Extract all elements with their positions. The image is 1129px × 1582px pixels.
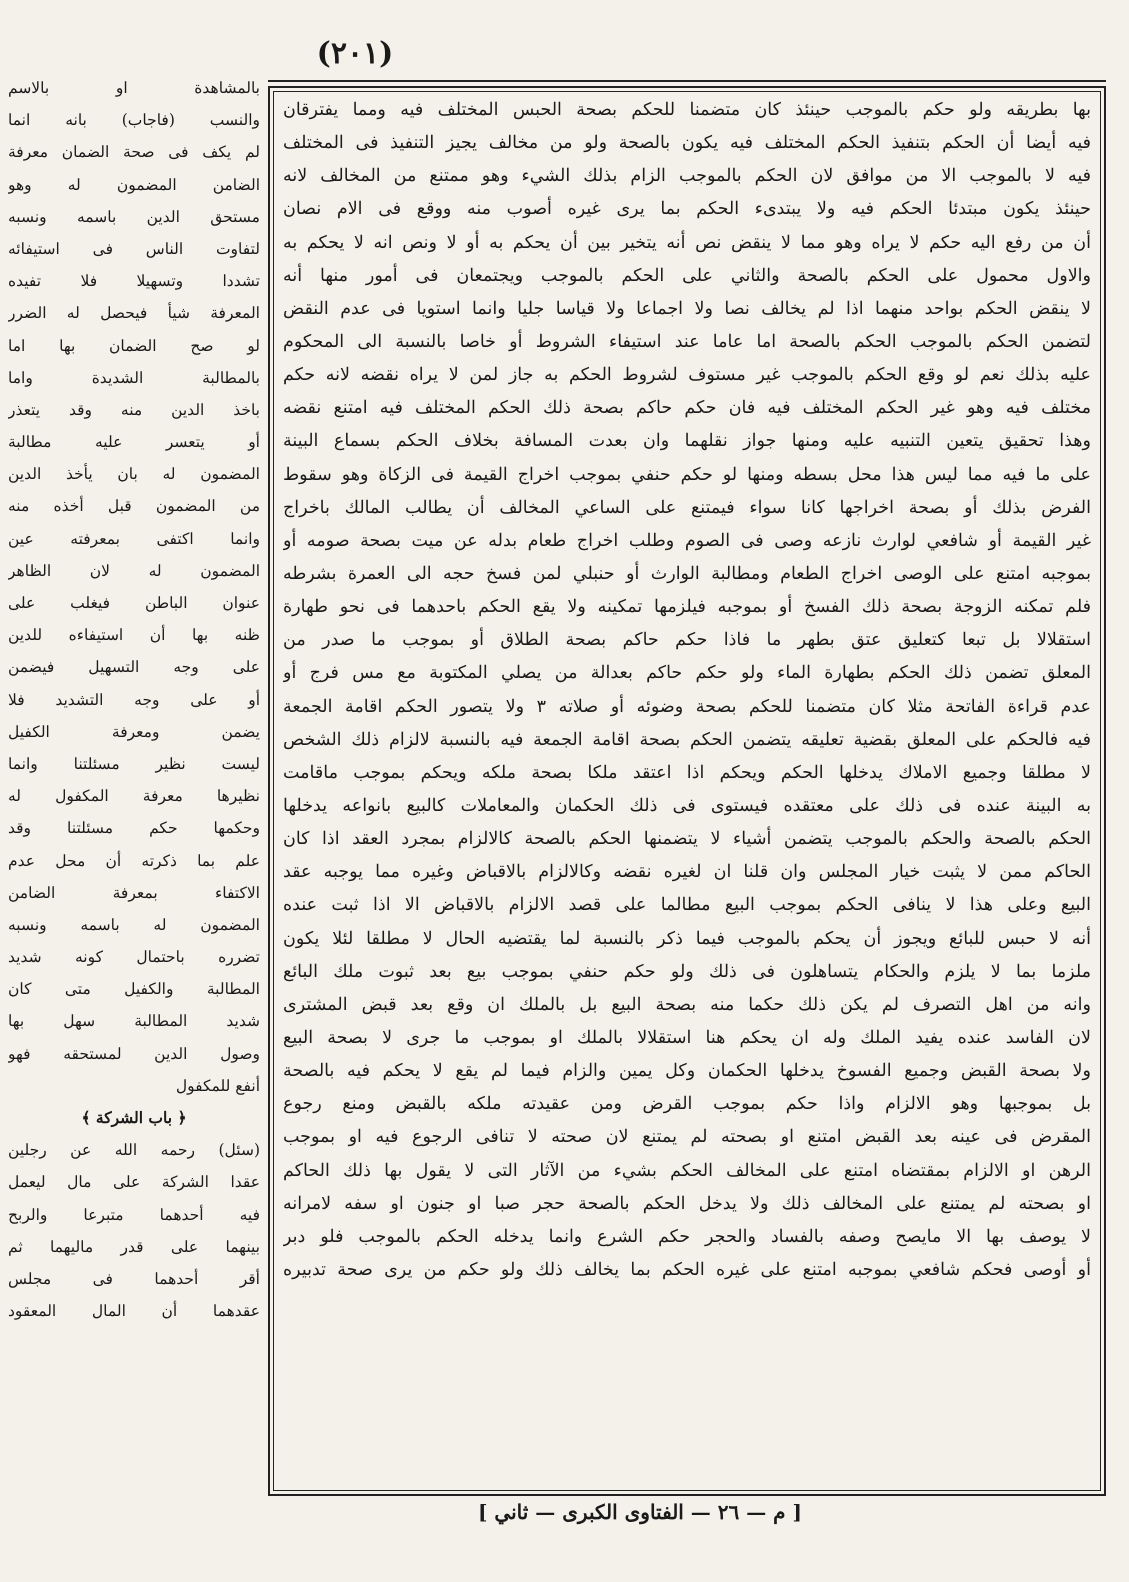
margin-text-line: مستحق الدين باسمه ونسبه [8,207,260,226]
main-text-line: بموجبه امتنع على الوصى اخراج الطعام ومطالبة الوارث أو حنبلي لمن فسخ حجه الى العمرة بشرطه [283,563,1091,584]
margin-text-line: المضمون له لان الظاهر [8,561,260,580]
main-text-line: الرهن او الالزام بمقتضاه امتنع على المخالف الحكم بشيء من الآثار التى لا يقول بها ذلك الحاكم [283,1160,1091,1181]
margin-text-line: وصول الدين لمستحقه فهو [8,1044,260,1063]
margin-text-line: شديد المطالبة سهل بها [8,1012,260,1031]
main-text-line: أن من رفع اليه حكم لا يراه وهو مما لا ينقض نص أنه يتخير بين أن يحكم به أو لا ونص انه لا يحكم به [283,232,1091,253]
margin-text-line: لو صح الضمان بها اما [8,336,260,355]
margin-text-line: بالمطالبة الشديدة واما [8,368,260,387]
main-text-line: على ما فيه مما ليس هذا محل بسطه ومنها لو حكم حنفي بموجب اخراج القيمة فى الزكاة وهو سقوط [283,464,1091,485]
main-text-line: ملزما بما لا يلزم والحكام يتساهلون فى ذلك ولو حكم حنفي بموجب بيع بعد ثبوت ملك البائع [283,961,1091,982]
main-text-line: وهذا تحقيق يتعين التنبيه عليه ومنها جواز نقلهما وان بعدت المسافة بخلاف الحكم بسماع البينة [283,431,1091,452]
main-text-line: غير القيمة أو شافعي لوارث نازعه وصى فى الصوم وطلب اخراج طعام بدله عن ميت بصحة صومه أو [283,530,1091,551]
main-text-line: عدم قراءة الفاتحة مثلا كان متضمنا للحكم بصحة وضوئه أو صلاته ٣ ولا يتصور الحكم اقامة الجمعة [283,696,1091,717]
margin-text-line: أقر أحدهما فى مجلس [8,1269,260,1288]
margin-text-line: على وجه التسهيل فيضمن [8,658,260,677]
margin-text-line: لتفاوت الناس فى استيفائه [8,239,260,258]
main-text-line: فيه فالحكم على المعلق بقضية تعليقه يتضمن الحكم بصحة اقامة الجمعة فيه بالنسبة لالزام ذلك الشخص [283,729,1091,750]
main-text-line: المقرض فى عينه بعد القبض امتنع او بصحته لم يمتنع لان صحته لا تنافى الرجوع فيه او بموجب [283,1127,1091,1148]
margin-text-line: يضمن ومعرفة الكفيل [8,722,260,741]
margin-text-line: المعرفة شيأ فيحصل له الضرر [8,304,260,323]
main-text-line: أو أوصى فحكم شافعي بموجبه امتنع على غيره الحكم بما يخالف ذلك ولو حكم من يرى صحة تدبيره [283,1259,1091,1280]
main-text-line: المعلق تضمن ذلك الحكم بطهارة الماء ولو حكم حاكم بعدالة من يصلي المكتوبة مع مس فرج أو [283,663,1091,684]
main-text-line: عليه بذلك نعم لو وقع الحكم بالموجب غير مستوف لشروط الحكم به جاز لمن لا يراه نقضه لانه حكم [283,365,1091,386]
margin-text-line: عنوان الباطن فيغلب على [8,594,260,612]
main-text-line: وانه من اهل التصرف لم يكن ذلك حكما منه بصحة البيع بل بالملك ان وقع بعد قبض المشترى [283,994,1091,1015]
main-text-line: لتضمن الحكم بالموجب الحكم بالصحة اما عاما عند استيفاء الشروط أو خاصا بالنسبة الى المحكوم [283,331,1091,352]
header-rule [268,80,1106,82]
margin-text-line: وحكمها حكم مسئلتنا وقد [8,819,260,838]
main-text-column [283,94,1091,1287]
main-text-line: به البينة عنده فى ذلك على معتقده فيستوى فى ذلك الحكمان والمعاملات كالبيع بانواعه يدخلها [283,795,1091,816]
main-text-line: مختلف فيه وهو غير الحكم المختلف فيه فان حكم حاكم بصحة ذلك الحكم المختلف فيه امتنع نقضه [283,398,1091,419]
main-text-line: البيع وعلى هذا لا ينافى الحكم بموجب البيع مطالما على قصد الالزام بالاقباض الا اذا ثبت عنده [283,895,1091,916]
margin-text-line: المضمون له بان يأخذ الدين [8,465,260,484]
main-text-line: لا ينقض الحكم بواحد منهما اذا لم يخالف نصا ولا اجماعا ولا قياسا جليا وانما استويا فى عدم النقض [283,298,1091,319]
margin-text-line: أنفع للمكفول [175,1076,260,1095]
main-text-line: لا مطلقا وجميع الاملاك يدخلها الحكم ويحكم اذا اعتقد ملكا بصحة ملكه ويحكم بموجب ماقامت [283,762,1091,783]
margin-text-line: المطالبة والكفيل متى كان [8,980,260,999]
margin-text-line: ليست نظير مسئلتنا وانما [8,754,260,773]
margin-text-line: بينهما على قدر ماليهما ثم [8,1237,260,1256]
margin-text-line: أو يتعسر عليه مطالبة [8,433,260,452]
margin-text-line: وانما اكتفى بمعرفته عين [8,529,260,548]
margin-text-line: تضرره باحتمال كونه شديد [8,948,260,967]
main-text-line: او بصحته لم يمتنع على المخالف ذلك ولا يدخل الحكم بالصحة حجر صبا او جنون او سفه لامرانه [283,1193,1091,1214]
main-text-line: الحكم بالصحة والحكم بالموجب يتضمن أشياء لا يتضمنها الحكم بالصحة كالالزام بمجرد العقد اذا كان [283,829,1091,850]
margin-text-line: الضامن المضمون له وهو [8,175,260,194]
footer-signature: [ م — ٢٦ — الفتاوى الكبرى — ثاني ] [478,1500,802,1524]
main-text-line: فيه لا بالموجب الا من موافق لان الحكم بالموجب الزام بذلك الشيء وهو ممتنع من المخالف لانه [283,166,1091,187]
margin-text-line: نظيرها معرفة المكفول له [8,787,260,806]
margin-text-line: أو على وجه التشديد فلا [8,690,260,709]
margin-text-line: والنسب (فاجاب) بانه انما [8,111,260,130]
main-text-line: فلم تمكنه الزوجة بصحة ذلك الفسخ أو بموجبه فيلزمها تمكينه ولا يقع الحكم باحدهما فى نحو طهارة [283,597,1091,618]
section-heading: ﴿ باب الشركة ﴾ [81,1108,187,1127]
main-text-line: لان الفاسد عنده يفيد الملك وله ان يحكم هنا استقلالا بالملك او بموجب ما جرى لا بصحة البيع [283,1027,1091,1048]
margin-text-line: فيه أحدهما متبرعا والربح [8,1205,260,1224]
main-text-line: الحاكم ممن لا يثبت خيار المجلس وان قلنا ان لغيره نقضه وكالالزام بالاقباض وغيره مما يوجبه عقد [283,862,1091,883]
main-text-line: والاول محمول على الحكم بالصحة والثاني على الحكم بالموجب ويجتمعان فى أمور منها أنه [283,265,1091,286]
margin-text-line: عقدا الشركة على مال ليعمل [8,1173,260,1192]
main-text-line: حينئذ يكون مبتدئا الحكم فيه ولا يبتدىء الحكم بما يرى غيره أصوب منه ووقع فى الام نصان [283,199,1091,220]
main-text-line: الفرض بذلك أو بصحة اخراجها كانا سواء فيمتنع على الساعي المخالف أن يطالب المالك باخراج [283,497,1091,518]
margin-text-line: ظنه بها أن استيفاءه للدين [8,626,260,645]
margin-text-line: الاكتفاء بمعرفة الضامن [8,883,260,902]
margin-text-line: باخذ الدين منه وقد يتعذر [8,400,260,419]
margin-text-column [8,72,260,1327]
main-text-line: فيه أيضا أن الحكم بتنفيذ الحكم المختلف فيه يكون بالصحة ولو من مخالف يجيز التنفيذ فى المختلف [283,133,1091,154]
main-text-line: أنه لا حبس للبائع ويجوز أن يحكم بالموجب فيما ذكر بالنسبة لما يقتضيه الحال لا مطلقا لئلا يكون [283,928,1091,949]
margin-text-line: من المضمون قبل أخذه منه [8,497,260,516]
margin-text-line: علم بما ذكرته أن محل عدم [8,851,260,870]
margin-text-line: تشددا وتسهيلا فلا تفيده [8,272,260,291]
margin-text-line: لم يكف فى صحة الضمان معرفة [8,143,260,162]
main-text-line: بها بطريقه ولو حكم بالموجب حينئذ كان متضمنا للحكم بصحة الحبس المختلف فيه ومما يفترقان [283,100,1091,120]
main-text-line: بل بموجبها وهو الالزام واذا حكم بموجب القرض ومن عقيدته ملكه بالقبض ومنع رجوع [283,1094,1091,1115]
main-text-line: استقلالا بل تبعا كتعليق عتق بطهر ما فاذا حكم حاكم بصحة الطلاق أو بموجب ما صدر من [283,630,1091,651]
main-text-line: ولا بصحة القبض وجميع الفسوخ يدخلها الحكمان وكل يمين والزام فيما لم يقع لا يحكم فيه بالصحة [283,1061,1091,1082]
margin-text-line: (سئل) رحمه الله عن رجلين [8,1141,260,1160]
main-text-line: لا يوصف بها الا مايصح وصفه بالفساد والحجر حكم الشرع وانما يدخله الحكم بالموجب فلو دبر [283,1226,1091,1247]
margin-text-line: المضمون له باسمه ونسبه [8,915,260,934]
page-number: (٢٠١) [316,36,394,71]
margin-text-line: عقدهما أن المال المعقود [8,1302,260,1321]
margin-text-line: بالمشاهدة او بالاسم [8,79,260,97]
